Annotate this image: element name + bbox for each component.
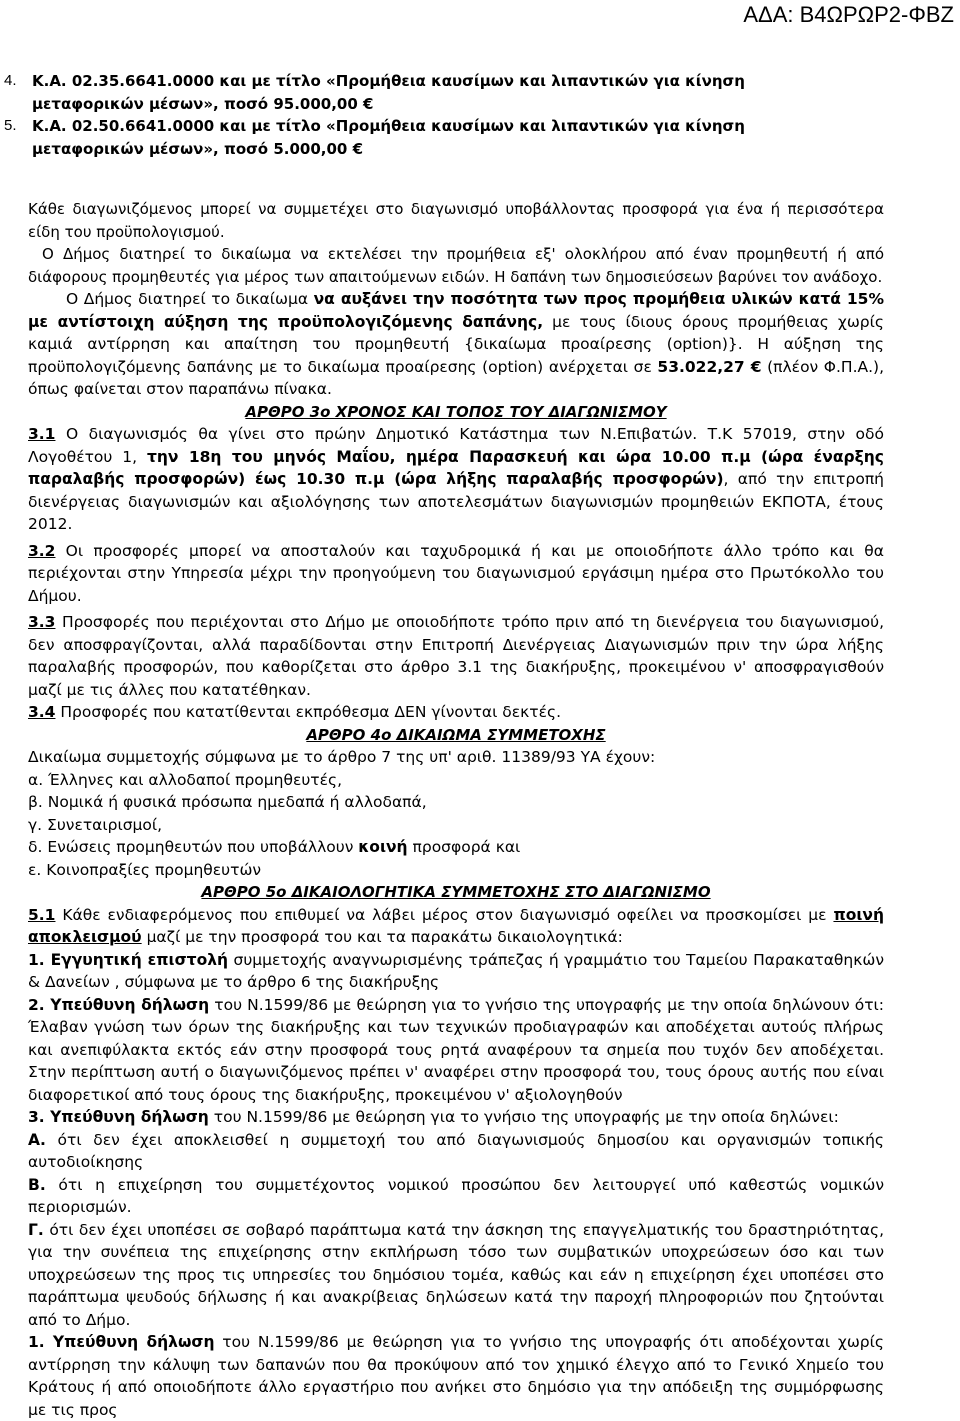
paragraph: Ο Δήμος διατηρεί το δικαίωμα να εκτελέσει την προμήθεια εξ' ολοκλήρου από έναν προμηθευτή ή από διάφορους προμηθευτές για μέρος των απαιτούμενων ειδών. Η δαπάνη των δημοσιεύσεων βαρύνει τον ανάδοχο. [28, 245, 884, 286]
paragraph-option: Ο Δήμος διατηρεί το δικαίωμα να αυξάνει την ποσότητα των προς προμήθεια υλικών κατά 15% με αντίστοιχη αύξηση της προϋπολογιζόμενης δαπάνης, με τους ίδιους όρους προμήθειας χωρίς καμιά αντίρρηση και απαίτηση του προμηθευτή {δικαίωμα προαίρεσης (option)}. Η αύξηση της προϋπολογιζόμενης δαπάνης με το δικαίωμα προαίρεσης (option) ανέρχεται σε 53.022,27 € (πλέον Φ.Π.Α.), όπως φαίνεται στον παραπάνω πίνακα. [28, 290, 885, 398]
item-number: 5. [4, 117, 17, 134]
declaration-g: Γ. ότι δεν έχει υποπέσει σε σοβαρό παράπτωμα κατά την άσκηση της επαγγελματικής του δραστηριότητας, για την συνέπεια της επιχείρησης στην εκπλήρωση τόσο των συμβατικών υποχρεώσεων όσο και των υποχρεώσεων της προς τις υπηρεσίες του δημόσιου τομέα, καθώς και εάν η επιχείρηση έχει υποπέσει στο παράπτωμα ψευδούς δήλωσης ή και ανακρίβειας δηλώσεων κατά την παροχή πληροφοριών που ζητούνται από το Δήμο. [28, 1220, 884, 1329]
declaration-b: Β. ότι η επιχείρηση του συμμετέχοντος νομικού προσώπου δεν λειτουργεί υπό καθεστώς νομικών περιορισμών. [28, 1175, 884, 1216]
document-body [4, 70, 884, 1421]
document-2: 2. Υπεύθυνη δήλωση του Ν.1599/86 με θεώρηση για το γνήσιο της υπογραφής με την οποία δηλώνουν ότι: Έλαβαν γνώση των όρων της διακήρυξης και των τεχνικών προδιαγραφών και αποδέχεται αυτούς πλήρως και ανεπιφύλακτα εκτός εάν στην προσφορά τους ρητά αναφέρουν τα σημεία που τυχόν δεν αποδέχεται. Στην περίπτωση αυτή ο διαγωνιζόμενος πρέπει ν' αναφέρει στην προσφορά του, τους όρους αυτής που είναι διαφορετικοί από τους όρους της διακήρυξης, προκειμένου ν' αξιολογηθούν [28, 995, 884, 1104]
budget-item [4, 70, 884, 115]
section-3-2: 3.2 Οι προσφορές μπορεί να αποσταλούν και ταχυδρομικά ή και με οποιοδήποτε άλλο τρόπο και θα περιέχονται στην Υπηρεσία μέχρι την προηγούμενη του διαγωνισμού εργάσιμη ημέρα στο Πρωτόκολλο του Δήμου. [28, 541, 884, 605]
list-item: γ. Συνεταιρισμοί, [28, 815, 163, 834]
budget-item [4, 115, 884, 160]
item-line: μεταφορικών μέσων», ποσό 5.000,00 € [32, 139, 364, 158]
section-5-1: 5.1 Κάθε ενδιαφερόμενος που επιθυμεί να λάβει μέρος στον διαγωνισμό οφείλει να προσκομίσει με ποινή αποκλεισμού μαζί με την προσφορά του και τα παρακάτω δικαιολογητικά: [28, 905, 884, 946]
list-item: ε. Κοινοπραξίες προμηθευτών [28, 860, 262, 879]
item-line: Κ.Α. 02.50.6641.0000 και με τίτλο «Προμήθεια καυσίμων και λιπαντικών για κίνηση [32, 117, 745, 135]
section-3-3: 3.3 Προσφορές που περιέχονται στο Δήμο με οποιοδήποτε τρόπο πριν από τη διενέργεια του διαγωνισμού, δεν αποσφραγίζονται, αλλά παραδίδονται στην Επιτροπή Διενέργειας Διαγωνισμών πριν την ώρα λήξης παραλαβής προσφορών, που καθορίζεται στο άρθρο 3.1 της διακήρυξης, προκειμένου ν' αποσφραγισθούν μαζί με τις άλλες που κατατέθηκαν. [28, 613, 884, 699]
item-number: 4. [4, 72, 17, 89]
article-4-intro: Δικαίωμα συμμετοχής σύμφωνα με το άρθρο 7 της υπ' αριθ. 11389/93 ΥΑ έχουν: [28, 748, 656, 766]
article-4-heading: ΑΡΘΡΟ 4ο ΔΙΚΑΙΩΜΑ ΣΥΜΜΕΤΟΧΗΣ [306, 725, 606, 744]
article-3-heading: ΑΡΘΡΟ 3ο ΧΡΟΝΟΣ ΚΑΙ ΤΟΠΟΣ ΤΟΥ ΔΙΑΓΩΝΙΣΜΟΥ [245, 402, 667, 421]
document-3: 3. Υπεύθυνη δήλωση του Ν.1599/86 με θεώρηση για το γνήσιο της υπογραφής με την οποία δηλώνει: [28, 1108, 839, 1126]
item-line: μεταφορικών μέσων», ποσό 95.000,00 € [32, 94, 374, 113]
article-5-heading: ΑΡΘΡΟ 5ο ΔΙΚΑΙΟΛΟΓΗΤΙΚΑ ΣΥΜΜΕΤΟΧΗΣ ΣΤΟ ΔΙΑΓΩΝΙΣΜΟ [201, 883, 711, 901]
paragraph: Κάθε διαγωνιζόμενος μπορεί να συμμετέχει στο διαγωνισμό υποβάλλοντας προσφορά για ένα ή περισσότερα είδη του προϋπολογισμού. [28, 200, 884, 241]
list-item: α. Έλληνες και αλλοδαποί προμηθευτές, [28, 770, 343, 789]
list-item: β. Νομικά ή φυσικά πρόσωπα ημεδαπά ή αλλοδαπά, [28, 793, 427, 811]
section-3-1: 3.1 Ο διαγωνισμός θα γίνει στο πρώην Δημοτικό Κατάστημα των Ν.Επιβατών. Τ.Κ 57019, στην οδό Λογοθέτου 1, την 18η του μηνός Μαΐου, ημέρα Παρασκευή και ώρα 10.00 π.μ (ώρα έναρξης παραλαβής προσφορών) έως 10.30 π.μ (ώρα λήξης παραλαβής προσφορών), από την επιτροπή διενέργειας διαγωνισμών και αξιολόγησης των αποτελεσμάτων διαγωνισμών προμηθειών ΕΚΠΟΤΑ, έτους 2012. [28, 425, 884, 533]
document-1b: 1. Υπεύθυνη δήλωση του Ν.1599/86 με θεώρηση για το γνήσιο της υπογραφής ότι αποδέχονται χωρίς αντίρρηση την κάλυψη των δαπανών που θα προκύψουν από τον χημικό έλεγχο από το Γενικό Χημείο του Κράτους ή από οποιοδήποτε άλλο εργαστήριο που ανήκει στο δημόσιο για την απόδειξη της συμμόρφωσης με τις προς [28, 1333, 884, 1419]
declaration-a: Α. ότι δεν έχει αποκλεισθεί η συμμετοχή του από διαγωνισμούς δημοσίου και οργανισμών τοπικής αυτοδιοίκησης [28, 1130, 884, 1171]
section-3-4: 3.4 Προσφορές που κατατίθενται εκπρόθεσμα ΔΕΝ γίνονται δεκτές. [28, 703, 562, 721]
item-line: Κ.Α. 02.35.6641.0000 και με τίτλο «Προμήθεια καυσίμων και λιπαντικών για κίνηση [32, 72, 745, 90]
document-1: 1. Εγγυητική επιστολή συμμετοχής αναγνωρισμένης τράπεζας ή γραμμάτιο του Ταμείου Παρακαταθηκών & Δανείων , σύμφωνα με το άρθρο 6 της διακήρυξης [28, 950, 884, 991]
list-item: δ. Ενώσεις προμηθευτών που υποβάλλουν κοινή προσφορά και [28, 838, 521, 856]
ada-code: ΑΔΑ: Β4ΩΡΩΡ2-ΦΒΖ [743, 2, 954, 27]
